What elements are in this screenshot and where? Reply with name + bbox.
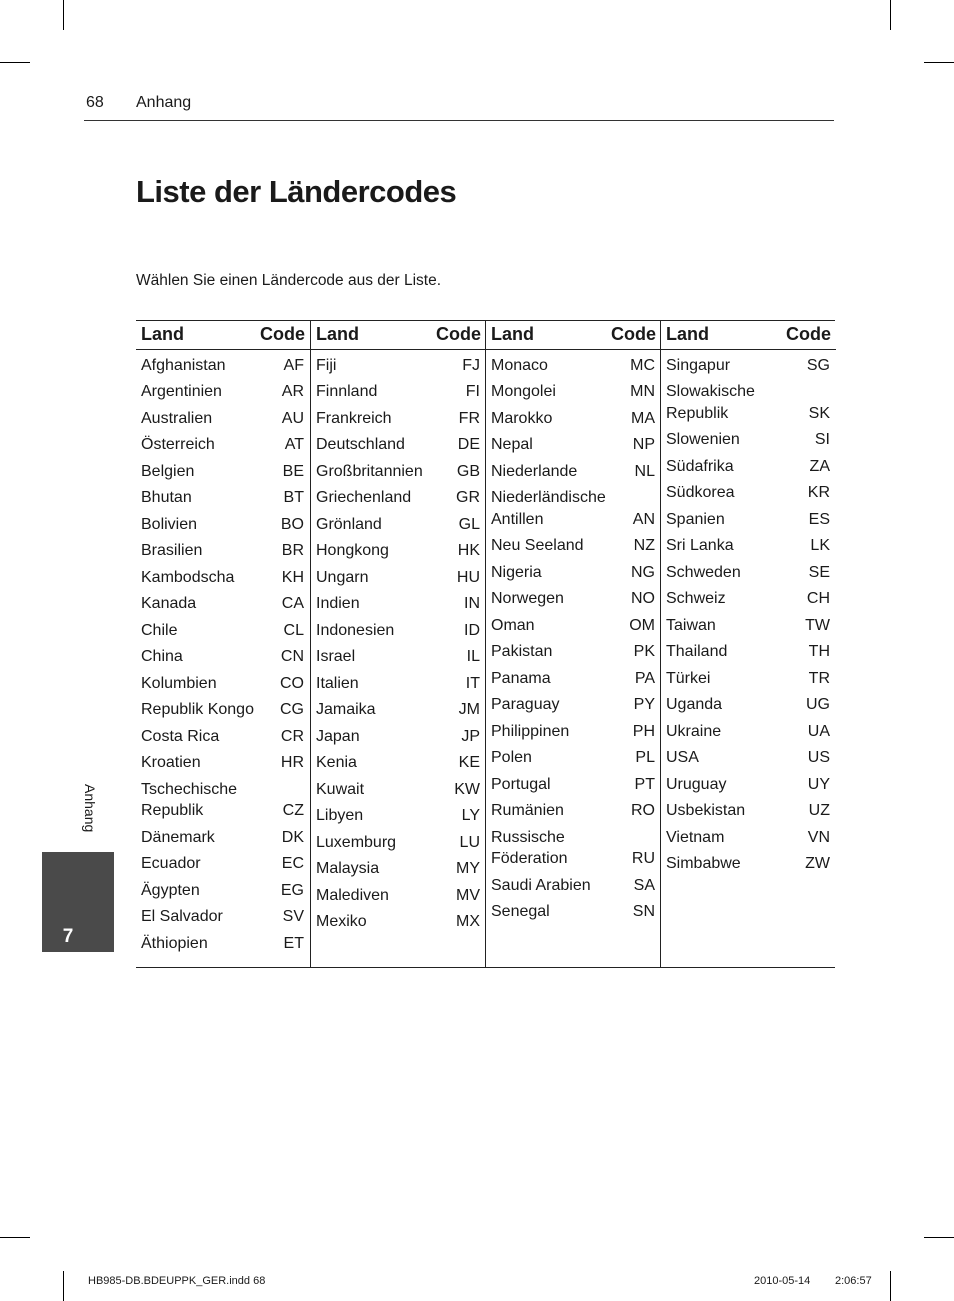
country-name: Ukraine <box>666 722 722 740</box>
country-code: CN <box>280 648 304 665</box>
footer-file: HB985-DB.BDEUPPK_GER.indd 68 <box>88 1275 266 1287</box>
country-name: China <box>141 648 183 665</box>
table-row <box>136 877 310 904</box>
country-code: PH <box>632 722 655 740</box>
table-row <box>661 824 836 851</box>
table-row <box>136 750 310 777</box>
country-name: Österreich <box>141 436 215 453</box>
country-code: GB <box>456 462 480 480</box>
country-code: MA <box>631 409 655 427</box>
table-row <box>136 352 310 379</box>
country-code: HK <box>457 542 480 559</box>
table-row <box>311 750 486 777</box>
country-name: Indien <box>316 595 360 612</box>
country-code: NL <box>634 462 655 480</box>
country-name: Polen <box>491 749 532 766</box>
country-code: CH <box>806 590 830 607</box>
table-row <box>486 824 661 872</box>
table-row <box>486 771 661 798</box>
country-name: Schweden <box>666 563 741 581</box>
crop-mark <box>63 0 64 30</box>
column-header <box>486 321 661 350</box>
country-code: KE <box>458 754 480 771</box>
country-name: Großbritannien <box>316 462 423 480</box>
table-row <box>311 909 486 936</box>
country-code: SE <box>808 563 830 581</box>
table-row <box>136 776 310 824</box>
country-code: US <box>807 749 830 766</box>
table-row <box>486 379 661 406</box>
table-row <box>661 379 836 427</box>
country-code: IL <box>466 648 480 665</box>
table-row <box>661 427 836 454</box>
country-name: Tschechische Republik <box>141 780 238 819</box>
table-row <box>311 591 486 618</box>
country-code: EG <box>280 881 304 899</box>
table-row <box>661 480 836 507</box>
country-name: Südafrika <box>666 457 734 475</box>
column-rows <box>486 350 661 925</box>
table-row <box>136 564 310 591</box>
country-code: SK <box>808 404 830 422</box>
table-row <box>661 559 836 586</box>
table-row <box>486 692 661 719</box>
table-row <box>311 803 486 830</box>
country-code: NZ <box>633 537 655 554</box>
country-name: Panama <box>491 669 551 687</box>
country-code: ID <box>464 621 480 639</box>
country-name: Grönland <box>316 515 382 533</box>
country-name: Kanada <box>141 595 197 612</box>
table-row <box>486 458 661 485</box>
country-code: ZA <box>809 457 830 475</box>
table-row <box>136 458 310 485</box>
table-row <box>136 697 310 724</box>
page-number: 68 <box>86 94 104 111</box>
country-code: RO <box>631 802 655 819</box>
country-code: GL <box>458 515 480 533</box>
country-code: BR <box>281 542 304 559</box>
table-row <box>136 824 310 851</box>
country-name: Kuwait <box>316 780 365 798</box>
country-name: Hongkong <box>316 542 389 559</box>
table-row <box>311 458 486 485</box>
country-code: AF <box>283 356 304 374</box>
country-code: SG <box>806 356 830 374</box>
table-row <box>311 511 486 538</box>
side-section-label <box>72 780 112 840</box>
country-code: PL <box>635 749 655 766</box>
table-row <box>311 697 486 724</box>
crop-mark <box>0 62 30 63</box>
country-name: Portugal <box>491 775 551 793</box>
table-row <box>486 432 661 459</box>
crop-mark <box>0 1237 30 1238</box>
country-code: CG <box>280 701 304 718</box>
section-title: Anhang <box>136 94 192 111</box>
country-name: Costa Rica <box>141 727 220 745</box>
country-name: Brasilien <box>141 542 203 559</box>
table-row <box>486 899 661 926</box>
country-code: NP <box>632 436 655 453</box>
country-name: Jamaika <box>316 701 376 718</box>
country-code: UG <box>806 696 830 713</box>
country-name: Finnland <box>316 383 378 400</box>
table-row <box>136 432 310 459</box>
country-name: Bhutan <box>141 489 192 506</box>
country-code: SA <box>633 876 655 894</box>
country-name: Nigeria <box>491 563 542 581</box>
table-row <box>486 612 661 639</box>
country-code: LK <box>810 537 830 554</box>
country-name: Kambodscha <box>141 568 235 586</box>
country-code: PY <box>633 696 655 713</box>
country-name: Fiji <box>316 356 337 374</box>
country-code: KH <box>281 568 304 586</box>
country-name: Argentinien <box>141 383 222 400</box>
country-name: Slowakische Republik <box>666 383 755 422</box>
country-name: Mongolei <box>491 383 556 400</box>
country-name: Niederländische Antillen <box>491 489 606 528</box>
country-code: JM <box>458 701 480 718</box>
country-name: Rumänien <box>491 802 564 819</box>
country-name: Slowenien <box>666 431 740 448</box>
table-row <box>311 432 486 459</box>
country-name: Paraguay <box>491 696 560 713</box>
country-code: ET <box>283 934 304 952</box>
header-land: Land <box>666 324 709 344</box>
header-land: Land <box>316 324 359 344</box>
column-header <box>661 321 836 350</box>
table-row <box>661 586 836 613</box>
table-row <box>311 856 486 883</box>
page-title: Liste der Ländercodes <box>136 174 457 209</box>
country-code: ZW <box>805 855 830 872</box>
table-row <box>486 352 661 379</box>
country-name: Äthiopien <box>141 934 208 952</box>
country-name: Simbabwe <box>666 855 741 872</box>
table-row <box>311 405 486 432</box>
chapter-tab <box>42 852 114 952</box>
table-row <box>661 851 836 878</box>
country-code: PK <box>633 643 655 660</box>
country-name: Singapur <box>666 356 731 374</box>
country-code: OM <box>629 616 655 634</box>
country-name: Marokko <box>491 409 553 427</box>
table-row <box>136 670 310 697</box>
header-code: Code <box>436 324 481 344</box>
table-row <box>486 405 661 432</box>
country-code: HR <box>280 754 304 771</box>
intro-text: Wählen Sie einen Ländercode aus der Liste. <box>136 272 442 289</box>
country-name: Israel <box>316 648 356 665</box>
country-code: BE <box>282 462 304 480</box>
footer-time: 2:06:57 <box>835 1275 872 1287</box>
country-name: Deutschland <box>316 436 405 453</box>
country-name: Uruguay <box>666 775 727 793</box>
country-name: Taiwan <box>666 616 716 634</box>
country-code: CR <box>280 727 304 745</box>
table-row <box>136 538 310 565</box>
country-code: FI <box>465 383 480 400</box>
country-name: Thailand <box>666 643 728 660</box>
country-code: AU <box>281 409 304 427</box>
country-name: Kenia <box>316 754 357 771</box>
country-code: SN <box>632 903 655 920</box>
table-row <box>136 379 310 406</box>
country-code: UA <box>807 722 830 740</box>
table-row <box>486 586 661 613</box>
table-row <box>486 485 661 533</box>
country-code: AT <box>284 436 304 453</box>
country-code: IN <box>464 595 480 612</box>
table-column <box>310 321 486 967</box>
country-code: KW <box>454 780 480 798</box>
table-row <box>661 771 836 798</box>
country-code: EC <box>281 855 304 872</box>
table-row <box>311 379 486 406</box>
table-row <box>311 882 486 909</box>
country-name: Japan <box>316 727 360 745</box>
table-row <box>661 692 836 719</box>
crop-mark <box>890 1271 891 1301</box>
table-row <box>311 723 486 750</box>
header-land: Land <box>491 324 534 344</box>
country-code: GR <box>456 489 480 506</box>
table-row <box>136 851 310 878</box>
country-code: UY <box>807 775 830 793</box>
table-row <box>661 612 836 639</box>
country-code: KR <box>807 484 830 501</box>
table-row <box>661 352 836 379</box>
table-row <box>311 564 486 591</box>
header-code: Code <box>260 324 305 344</box>
country-code: MN <box>630 383 655 400</box>
table-row <box>311 776 486 803</box>
country-name: Türkei <box>666 669 711 687</box>
country-name: Frankreich <box>316 409 392 427</box>
country-code: MX <box>456 913 480 930</box>
country-name: Saudi Arabien <box>491 876 591 894</box>
table-row <box>136 511 310 538</box>
country-code: DE <box>457 436 480 453</box>
header-code: Code <box>786 324 831 344</box>
table-row <box>661 453 836 480</box>
country-code: PA <box>634 669 655 687</box>
country-name: Australien <box>141 409 213 427</box>
column-rows <box>136 350 310 957</box>
country-code: CL <box>283 621 304 639</box>
country-name: Griechenland <box>316 489 412 506</box>
table-column <box>136 321 310 967</box>
country-name: USA <box>666 749 699 766</box>
country-name: Südkorea <box>666 484 735 501</box>
table-row <box>661 506 836 533</box>
country-name: Sri Lanka <box>666 537 734 554</box>
table-row <box>486 798 661 825</box>
table-column <box>485 321 661 967</box>
country-code: CZ <box>282 802 304 819</box>
table-row <box>486 872 661 899</box>
country-name: Uganda <box>666 696 723 713</box>
country-code: SI <box>814 431 830 448</box>
country-name: Ägypten <box>141 881 200 899</box>
country-name: Philippinen <box>491 722 570 740</box>
country-name: Russische Föderation <box>491 828 568 867</box>
table-row <box>311 644 486 671</box>
country-name: Mexiko <box>316 913 367 930</box>
country-name: Italien <box>316 674 359 692</box>
table-row <box>661 639 836 666</box>
header-code: Code <box>611 324 656 344</box>
table-row <box>661 745 836 772</box>
crop-mark <box>924 1237 954 1238</box>
country-code: UZ <box>808 802 830 819</box>
country-code: NG <box>631 563 655 581</box>
country-code: ES <box>808 510 830 528</box>
country-code: HU <box>456 568 480 586</box>
country-code-table <box>136 320 835 968</box>
country-code: MY <box>456 860 480 877</box>
header-land: Land <box>141 324 184 344</box>
country-name: Bolivien <box>141 515 198 533</box>
table-row <box>136 644 310 671</box>
country-code: NO <box>631 590 655 607</box>
country-code: FR <box>458 409 480 427</box>
country-name: Oman <box>491 616 535 634</box>
country-name: Niederlande <box>491 462 578 480</box>
table-row <box>136 485 310 512</box>
side-section-label-text: Anhang <box>82 784 98 833</box>
country-code: RU <box>631 850 655 867</box>
country-name: Dänemark <box>141 828 215 846</box>
country-name: Senegal <box>491 903 550 920</box>
country-name: Ecuador <box>141 855 201 872</box>
country-code: TW <box>805 616 830 634</box>
table-row <box>136 930 310 957</box>
country-name: Libyen <box>316 807 364 824</box>
country-code: LU <box>459 833 480 851</box>
table-row <box>311 829 486 856</box>
country-name: Neu Seeland <box>491 537 584 554</box>
country-name: Nepal <box>491 436 533 453</box>
table-row <box>661 533 836 560</box>
column-header <box>311 321 486 350</box>
country-name: Vietnam <box>666 828 725 846</box>
country-code: DK <box>281 828 304 846</box>
country-code: BO <box>280 515 304 533</box>
country-code: TR <box>808 669 830 687</box>
country-name: Chile <box>141 621 178 639</box>
table-column <box>660 321 836 967</box>
country-code: SV <box>282 908 304 925</box>
country-name: Schweiz <box>666 590 726 607</box>
table-row <box>136 723 310 750</box>
table-row <box>311 485 486 512</box>
table-row <box>486 665 661 692</box>
column-header <box>136 321 310 350</box>
country-code: CO <box>280 674 304 692</box>
country-code: BT <box>283 489 304 506</box>
page-header <box>84 92 834 121</box>
table-row <box>136 617 310 644</box>
country-code: JP <box>461 727 480 745</box>
column-rows <box>661 350 836 877</box>
country-code: AN <box>632 510 655 528</box>
country-name: Ungarn <box>316 568 369 586</box>
country-name: Indonesien <box>316 621 395 639</box>
country-code: IT <box>465 674 480 692</box>
country-name: Kroatien <box>141 754 201 771</box>
country-code: MV <box>456 886 480 904</box>
crop-mark <box>63 1271 64 1301</box>
table-row <box>486 745 661 772</box>
table-row <box>136 405 310 432</box>
country-name: Kolumbien <box>141 674 217 692</box>
country-name: Malediven <box>316 886 389 904</box>
table-row <box>311 670 486 697</box>
country-name: Republik Kongo <box>141 701 254 718</box>
table-row <box>661 665 836 692</box>
country-name: Usbekistan <box>666 802 746 819</box>
country-name: Afghanistan <box>141 356 226 374</box>
table-row <box>311 538 486 565</box>
crop-mark <box>924 62 954 63</box>
country-code: MC <box>630 356 655 374</box>
country-name: Spanien <box>666 510 725 528</box>
country-code: AR <box>281 383 304 400</box>
country-name: Pakistan <box>491 643 553 660</box>
table-row <box>661 718 836 745</box>
table-row <box>486 639 661 666</box>
country-code: LY <box>461 807 480 824</box>
column-rows <box>311 350 486 935</box>
country-name: Norwegen <box>491 590 564 607</box>
country-name: Monaco <box>491 356 548 374</box>
crop-mark <box>890 0 891 30</box>
country-name: Luxemburg <box>316 833 397 851</box>
table-row <box>486 559 661 586</box>
country-name: Malaysia <box>316 860 380 877</box>
country-code: CA <box>281 595 304 612</box>
country-code: PT <box>634 775 655 793</box>
country-code: FJ <box>462 356 480 374</box>
table-row <box>661 798 836 825</box>
footer-date: 2010-05-14 <box>754 1275 811 1287</box>
country-code: VN <box>807 828 830 846</box>
country-name: El Salvador <box>141 908 223 925</box>
table-row <box>136 591 310 618</box>
country-code: TH <box>808 643 830 660</box>
table-row <box>486 533 661 560</box>
table-row <box>311 352 486 379</box>
table-row <box>136 904 310 931</box>
country-name: Belgien <box>141 462 195 480</box>
chapter-number: 7 <box>62 926 74 947</box>
table-row <box>311 617 486 644</box>
table-row <box>486 718 661 745</box>
